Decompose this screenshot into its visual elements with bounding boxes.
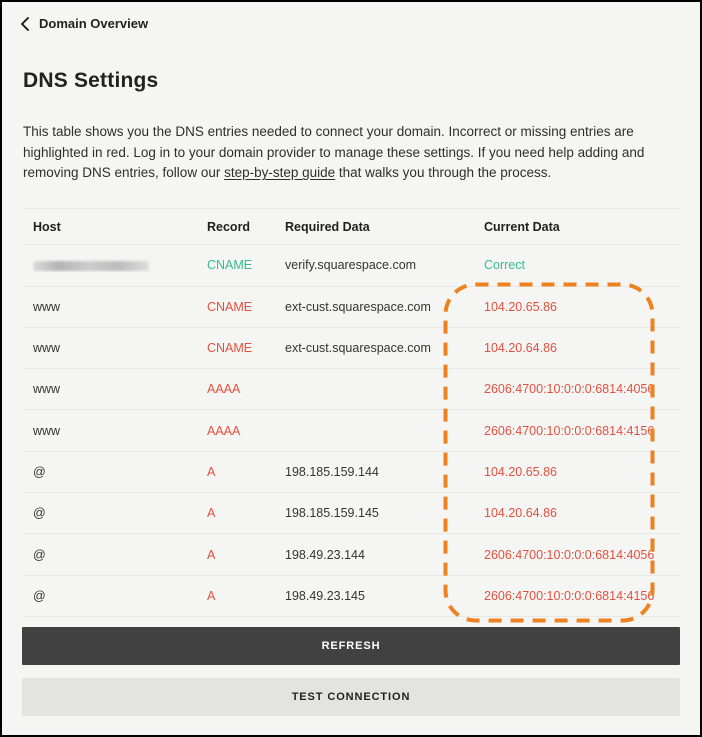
- record-cell: A: [207, 547, 216, 562]
- table-row: [22, 534, 680, 575]
- required-data-cell: 198.49.23.144: [285, 547, 365, 562]
- column-header-host: Host: [33, 219, 61, 234]
- current-data-cell: 104.20.64.86: [484, 506, 557, 521]
- back-label: Domain Overview: [39, 16, 149, 31]
- record-cell: CNAME: [207, 258, 253, 273]
- record-cell: CNAME: [207, 299, 253, 314]
- back-chevron-icon: [19, 17, 30, 31]
- host-cell: @: [33, 464, 46, 479]
- record-cell: A: [207, 588, 216, 603]
- table-row: [22, 328, 680, 369]
- table-row: [22, 493, 680, 534]
- host-cell: @: [33, 547, 46, 562]
- page-title: DNS Settings: [23, 69, 159, 92]
- required-data-cell: 198.49.23.145: [285, 588, 365, 603]
- refresh-button[interactable]: REFRESH: [22, 627, 680, 665]
- current-data-cell: 104.20.65.86: [484, 464, 557, 479]
- table-header-row: [22, 209, 680, 246]
- page-description: [23, 122, 678, 184]
- current-data-cell: 104.20.65.86: [484, 299, 557, 314]
- current-data-cell: Correct: [484, 258, 525, 273]
- record-cell: AAAA: [207, 423, 241, 438]
- dns-table: [22, 208, 680, 617]
- required-data-cell: 198.185.159.145: [285, 506, 379, 521]
- record-cell: A: [207, 464, 216, 479]
- current-data-cell: 2606:4700:10:0:0:0:6814:4056: [484, 547, 655, 562]
- back-nav[interactable]: [19, 16, 148, 31]
- column-header-record: Record: [207, 219, 251, 234]
- record-cell: CNAME: [207, 341, 253, 356]
- column-header-required-data: Required Data: [285, 219, 370, 234]
- current-data-cell: 2606:4700:10:0:0:0:6814:4156: [484, 423, 655, 438]
- description-text-before: This table shows you the DNS entries needed to connect your domain. Incorrect or missing entries are highlighted in red. Log in to your domain provider to manage these settings. If you need help adding and removing DNS entries, follow our: [23, 124, 645, 181]
- current-data-cell: 104.20.64.86: [484, 341, 557, 356]
- table-body: [22, 245, 680, 617]
- required-data-cell: ext-cust.squarespace.com: [285, 299, 431, 314]
- required-data-cell: verify.squarespace.com: [285, 258, 417, 273]
- host-cell: www: [33, 423, 61, 438]
- redacted-host: [33, 261, 149, 271]
- host-cell: www: [33, 382, 61, 397]
- description-text-after: that walks you through the process.: [335, 165, 552, 181]
- record-cell: AAAA: [207, 382, 241, 397]
- host-cell: @: [33, 588, 46, 603]
- table-row: [22, 576, 680, 617]
- table-row: [22, 369, 680, 410]
- table-row: [22, 452, 680, 493]
- current-data-cell: 2606:4700:10:0:0:0:6814:4056: [484, 382, 655, 397]
- required-data-cell: ext-cust.squarespace.com: [285, 341, 431, 356]
- test-connection-button[interactable]: TEST CONNECTION: [22, 678, 680, 716]
- current-data-cell: 2606:4700:10:0:0:0:6814:4156: [484, 588, 655, 603]
- column-header-current-data: Current Data: [484, 219, 560, 234]
- host-cell: www: [33, 341, 61, 356]
- required-data-cell: 198.185.159.144: [285, 464, 379, 479]
- table-row: [22, 245, 680, 286]
- host-cell: www: [33, 299, 61, 314]
- table-row: [22, 287, 680, 328]
- step-by-step-guide-link[interactable]: step-by-step guide: [224, 165, 336, 181]
- record-cell: A: [207, 506, 216, 521]
- table-row: [22, 410, 680, 451]
- host-cell: @: [33, 506, 46, 521]
